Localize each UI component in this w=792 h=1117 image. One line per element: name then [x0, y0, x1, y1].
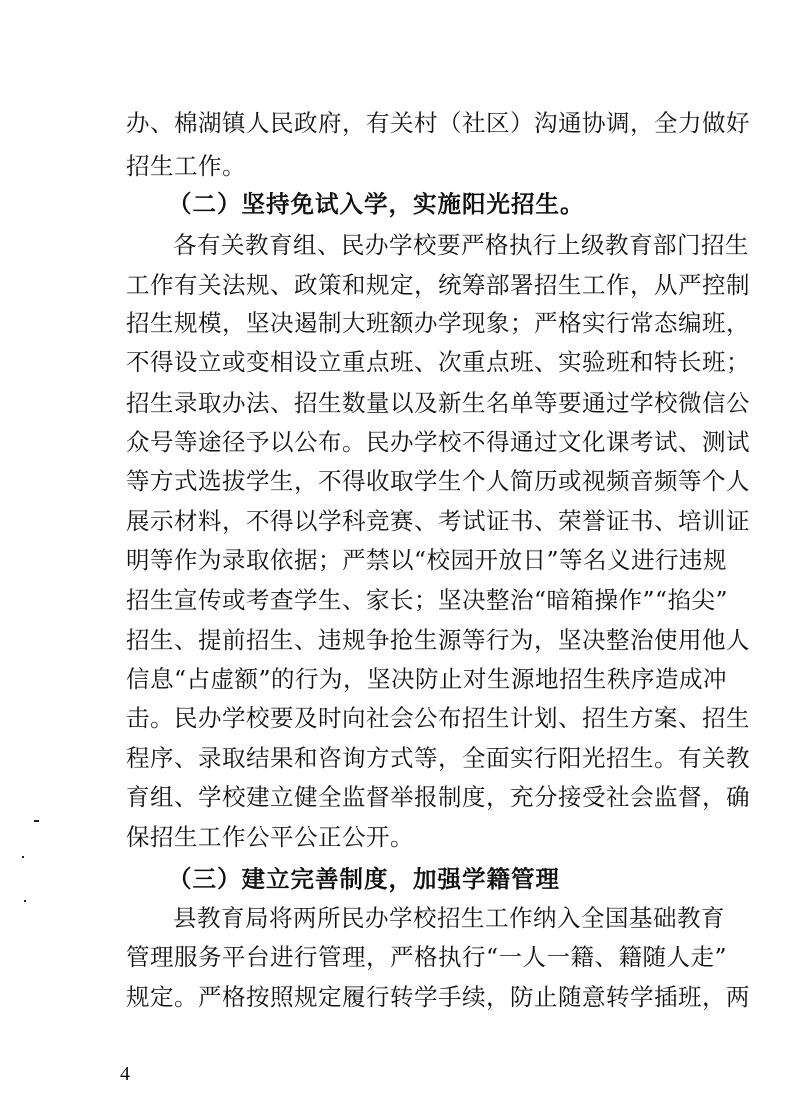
paragraph-line: 招生规模，坚决遏制大班额办学现象；严格实行常态编班， — [126, 309, 750, 337]
paragraph-line: 各有关教育组、民办学校要严格执行上级教育部门招生 — [173, 231, 749, 259]
paragraph-line: 规定。严格按照规定履行转学手续，防止随意转学插班，两 — [126, 983, 750, 1011]
section-heading-2: （二）坚持免试入学，实施阳光招生。 — [168, 190, 585, 218]
scan-speck — [24, 900, 26, 902]
paragraph-line: 不得设立或变相设立重点班、次重点班、实验班和特长班； — [126, 348, 750, 376]
section-heading-3: （三）建立完善制度，加强学籍管理 — [168, 865, 560, 893]
scan-speck — [34, 820, 39, 822]
paragraph-line: 办、棉湖镇人民政府，有关村（社区）沟通协调，全力做好 — [126, 109, 750, 137]
paragraph-line: 县教育局将两所民办学校招生工作纳入全国基础教育 — [173, 904, 725, 932]
paragraph-line: 展示材料，不得以学科竞赛、考试证书、荣誉证书、培训证 — [126, 507, 750, 535]
paragraph-line: 明等作为录取依据；严禁以“校园开放日”等名义进行违规 — [126, 546, 728, 574]
paragraph-line: 保招生工作公平公正公开。 — [126, 823, 414, 851]
paragraph-line: 众号等途径予以公布。民办学校不得通过文化课考试、测试 — [126, 428, 750, 456]
paragraph-line: 招生宣传或考查学生、家长；坚决整治“暗箱操作”“掐尖” — [126, 586, 729, 614]
paragraph-line: 程序、录取结果和咨询方式等，全面实行阳光招生。有关教 — [126, 744, 750, 772]
scan-speck — [22, 856, 24, 858]
page-number: 4 — [120, 1063, 130, 1085]
paragraph-line: 等方式选拔学生，不得收取学生个人简历或视频音频等个人 — [126, 467, 750, 495]
paragraph-line: 招生工作。 — [126, 152, 246, 180]
paragraph-line: 管理服务平台进行管理，严格执行“一人一籍、籍随人走” — [126, 943, 728, 971]
paragraph-line: 信息“占虚额”的行为，坚决防止对生源地招生秩序造成冲 — [126, 665, 728, 693]
paragraph-line: 招生、提前招生、违规争抢生源等行为，坚决整治使用他人 — [126, 626, 750, 654]
paragraph-line: 工作有关法规、政策和规定，统筹部署招生工作，从严控制 — [126, 271, 750, 299]
paragraph-line: 招生录取办法、招生数量以及新生名单等要通过学校微信公 — [126, 389, 750, 417]
paragraph-line: 击。民办学校要及时向社会公布招生计划、招生方案、招生 — [126, 704, 750, 732]
paragraph-line: 育组、学校建立健全监督举报制度，充分接受社会监督，确 — [126, 783, 750, 811]
